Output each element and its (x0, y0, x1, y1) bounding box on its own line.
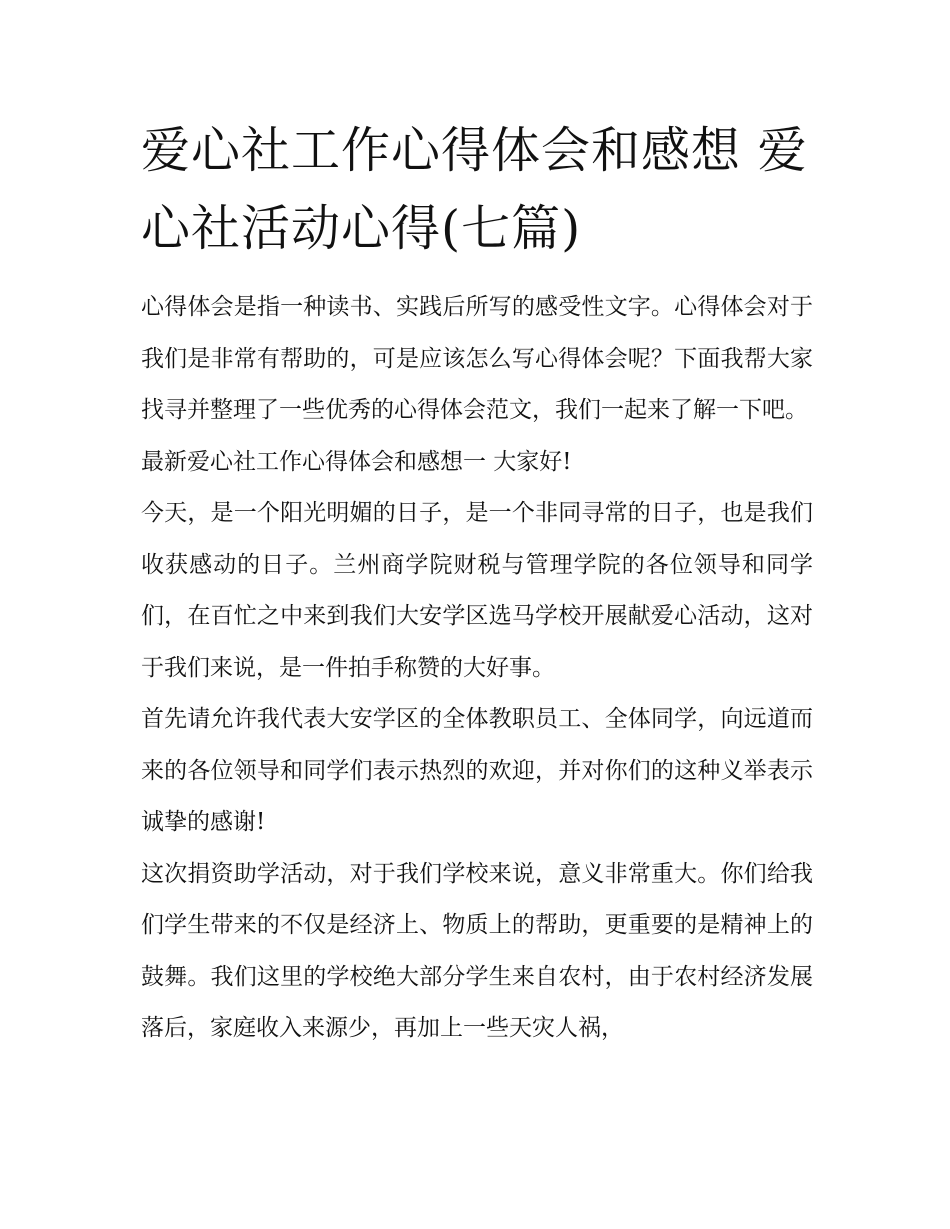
paragraph-section-heading: 最新爱心社工作心得体会和感想一 大家好! (141, 448, 572, 475)
paragraph-welcome: 首先请允许我代表大安学区的全体教职员工、全体同学，向远道而来的各位领导和同学们表示热烈的欢迎，并对你们的这种义举表示诚挚的感谢! (141, 706, 813, 835)
paragraph-today: 今天，是一个阳光明媚的日子，是一个非同寻常的日子，也是我们收获感动的日子。兰州商学院财税与管理学院的各位领导和同学们，在百忙之中来到我们大安学区选马学校开展献爱心活动，这对于我们来说，是一件拍手称赞的大好事。 (141, 500, 813, 681)
document-body (141, 282, 813, 1055)
document-content (141, 112, 813, 1055)
document-title: 爱心社工作心得体会和感想 爱心社活动心得(七篇) (141, 122, 808, 257)
paragraph-intro: 心得体会是指一种读书、实践后所写的感受性文字。心得体会对于我们是非常有帮助的，可是应该怎么写心得体会呢？下面我帮大家找寻并整理了一些优秀的心得体会范文，我们一起来了解一下吧。 (141, 294, 813, 423)
paragraph-significance: 这次捐资助学活动，对于我们学校来说，意义非常重大。你们给我们学生带来的不仅是经济上、物质上的帮助，更重要的是精神上的鼓舞。我们这里的学校绝大部分学生来自农村，由于农村经济发展落后，家庭收入来源少，再加上一些天灾人祸， (141, 860, 813, 1041)
